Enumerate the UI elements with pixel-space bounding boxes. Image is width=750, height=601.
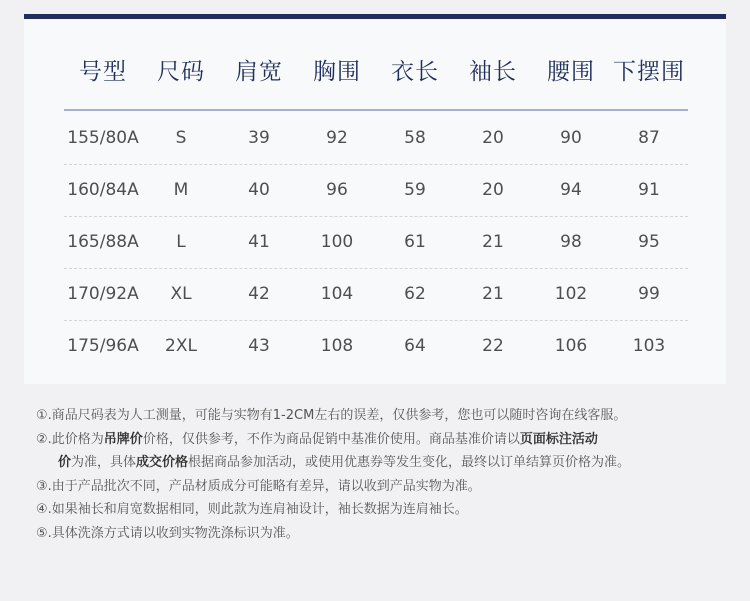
cell-model: 155/80A (67, 128, 139, 148)
note-price-tag-price: 吊牌价 (103, 431, 143, 447)
cell-chest: 108 (320, 336, 354, 356)
cell-size: M (173, 180, 189, 200)
cell-waist: 106 (554, 336, 588, 356)
note-price-text: 价格，仅供参考，不作为商品促销中基准价使用。商品基准价请以 (142, 431, 520, 447)
size-chart-card (24, 14, 726, 384)
note-price-continued (36, 451, 736, 475)
note-price-activity-end: 价 (58, 455, 72, 470)
cell-waist: 102 (554, 284, 588, 304)
header-waist: 腰围 (547, 59, 595, 85)
note-sleeve: ④.如果袖长和肩宽数据相同，则此款为连肩袖设计，袖长数据为连肩袖长。 (36, 502, 468, 517)
note-price-text: 根据商品参加活动，或使用优惠券等发生变化，最终以订单结算页价格为准。 (188, 455, 631, 470)
cell-shoulder: 40 (248, 180, 270, 200)
cell-hem: 95 (638, 232, 660, 252)
header-divider (64, 109, 688, 111)
cell-hem: 91 (638, 180, 660, 200)
cell-waist: 98 (560, 232, 582, 252)
note-price-activity: 页面标注活动 (519, 431, 598, 447)
cell-chest: 104 (320, 284, 354, 304)
cell-shoulder: 41 (248, 232, 270, 252)
header-size: 尺码 (157, 59, 205, 85)
cell-shoulder: 39 (248, 128, 270, 148)
cell-shoulder: 43 (248, 336, 270, 356)
cell-sleeve: 21 (482, 232, 504, 252)
note-material: ③.由于产品批次不同，产品材质成分可能略有差异，请以收到产品实物为准。 (36, 478, 481, 494)
cell-model: 165/88A (67, 232, 139, 252)
cell-waist: 90 (560, 128, 582, 148)
header-chest: 胸围 (313, 59, 361, 85)
table-row (64, 268, 688, 320)
cell-model: 160/84A (67, 180, 139, 200)
cell-chest: 96 (326, 180, 348, 200)
cell-sleeve: 21 (482, 284, 504, 304)
cell-chest: 100 (320, 232, 354, 252)
cell-model: 170/92A (67, 284, 139, 304)
header-shoulder: 肩宽 (235, 59, 283, 85)
note-price-deal-price: 成交价格 (136, 455, 189, 470)
cell-sleeve: 20 (482, 128, 504, 148)
table-row (64, 164, 688, 216)
cell-hem: 87 (638, 128, 660, 148)
cell-hem: 103 (632, 336, 666, 356)
cell-waist: 94 (560, 180, 582, 200)
cell-shoulder: 42 (248, 284, 270, 304)
table-row (64, 112, 688, 164)
note-measurement: ①.商品尺码表为人工测量，可能与实物有1-2CM左右的误差，仅供参考，您也可以随时咨询在线客服。 (36, 408, 627, 423)
cell-size: 2XL (165, 336, 197, 356)
top-accent-bar (24, 14, 726, 19)
note-price-text: ②.此价格为 (36, 431, 104, 447)
cell-chest: 92 (326, 128, 348, 148)
note-washing: ⑤.具体洗涤方式请以收到实物洗涤标识为准。 (36, 525, 299, 541)
cell-length: 64 (404, 336, 426, 356)
cell-model: 175/96A (67, 336, 139, 356)
cell-size: L (176, 232, 186, 252)
notes-section (36, 404, 736, 545)
header-length: 衣长 (391, 59, 439, 85)
cell-size: XL (170, 284, 192, 304)
header-hem: 下摆围 (613, 59, 685, 85)
cell-length: 62 (404, 284, 426, 304)
cell-size: S (175, 128, 187, 148)
cell-length: 61 (404, 232, 426, 252)
header-sleeve: 袖长 (469, 59, 517, 85)
cell-sleeve: 20 (482, 180, 504, 200)
header-model: 号型 (79, 59, 127, 85)
note-price (36, 428, 736, 452)
table-row (64, 320, 688, 372)
note-price-text: 为准，具体 (71, 455, 137, 470)
cell-length: 59 (404, 180, 426, 200)
cell-hem: 99 (638, 284, 660, 304)
cell-sleeve: 22 (482, 336, 504, 356)
table-row (64, 216, 688, 268)
table-header-row (64, 52, 688, 92)
cell-length: 58 (404, 128, 426, 148)
